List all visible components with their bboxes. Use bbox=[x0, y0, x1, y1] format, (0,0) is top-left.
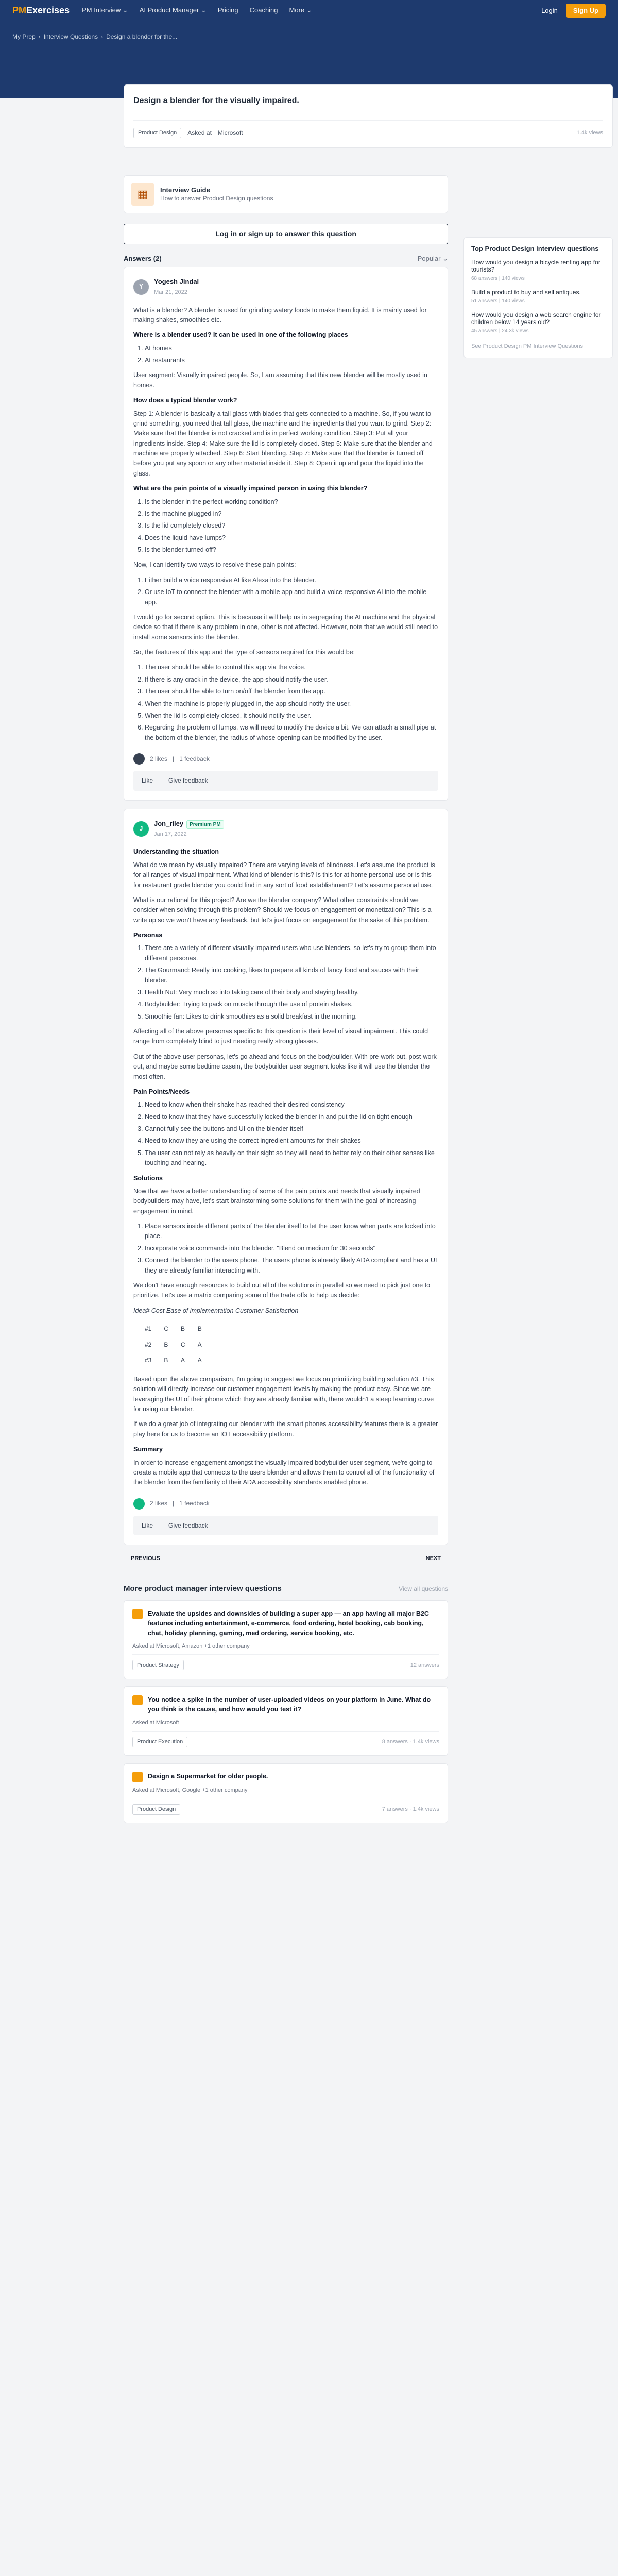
login-to-answer-button[interactable]: Log in or sign up to answer this question bbox=[124, 224, 448, 244]
list-item: 4. When the machine is properly plugged in, the app should notify the user. bbox=[145, 699, 438, 709]
list-item: 1. At homes bbox=[145, 344, 438, 353]
list-item: 2. The Gourmand: Really into cooking, likes to prepare all kinds of fancy food and sauces with their blender. bbox=[145, 965, 438, 986]
answer-text: In order to increase engagement amongst the visually impaired bodybuilder user segment, we're going to create a mobile app that connects to the users blender and allows them to control all of the functionality of the blender from the familiarity of their ADA accessibility standards enabled phone. bbox=[133, 1459, 435, 1486]
list-item: 2. At restaurants bbox=[145, 355, 438, 365]
question-title[interactable]: You notice a spike in the number of user-uploaded videos on your platform in June. What do you think is the cause, and how would you test it? bbox=[148, 1696, 431, 1714]
matrix-header: Idea# Cost Ease of implementation Customer Satisfaction bbox=[133, 1307, 299, 1314]
answer-count: 7 answers · 1.4k views bbox=[382, 1806, 439, 1812]
answer-heading: What are the pain points of a visually impaired person in using this blender? bbox=[133, 485, 368, 493]
nav-pm-interview[interactable]: PM Interview ⌄ bbox=[82, 6, 128, 14]
answer-card: Y Yogesh Jindal Mar 21, 2022 What is a blender? A blender is used for grinding watery foods to make them liquid. It is mainly used for making shakes, smoothies etc. Where is a blender used? It can be used in one of the following places 1. At homes 2. At restaurants User segment: Visually impaired people. So, I am assuming that this new blender will be mostly used in homes. How does a typical blender work? Step 1: A blender is basically a tall glass with blades that gets connected to a machine. So, if you want to grind something, you need that tall glass, the machine and the ingredients that you want to grind. Step 2: Make sure that the blender is not cracked and is in perfect working condition. Step 3: Put all your ingredients inside. Step 4: Make sure the lid is completely closed. Step 5: Make sure that the blender and machine are properly attached. Step 6: Start blending. Step 7: Make sure that the blender is turned off before you put any spoon or any other material inside it. Step 8: Open it up and pour the liquid into the glass. What are the pain points of a visually impaired person in using this blender? 1. Is the blender in the perfect working condition? 2. Is the machine plugged in? 3. Is the lid completely closed? 4. Does the liquid have lumps? 5. Is the blender turned off? Now, I can identify two ways to resolve these pain points: 1. Either build a voice responsive AI like Alexa into the blender. 2. Or use IoT to connect the blender with a mobile app and build a voice responsive AI into the mobile app. I would go for second option. This is because it will help us in segregating the AI machine and the physical device so that if there is any problem in one, other is not affected. However, note that we would still need to install some sensors into the blender. So, the features of this app and the type of sensors required for this would be: 1. The user should be able to control this app via the voice. 2. If there is any crack in the device, the app should notify the user. 3. The user should be able to turn on/off the blender from the app. 4. When the machine is properly plugged in, the app should notify the user. 5. When the lid is completely closed, it should notify the user. 6. Regarding the problem of lumps, we will need to modify the device a bit. We can attach a small pipe at the bottom of the blender, the radius of whose opening can be modified by the user. 2 likes | 1 feedback Like Give feedback bbox=[124, 267, 448, 801]
list-item[interactable] bbox=[124, 1763, 448, 1823]
answer-text: We don't have enough resources to build out all of the solutions in parallel so we need to pick just one to prioritize. Let's use a matrix comparing some of the trade offs to help us decide: bbox=[133, 1281, 431, 1299]
nav-more[interactable]: More ⌄ bbox=[289, 6, 312, 14]
list-item: 1. Need to know when their shake has reached their desired consistency bbox=[145, 1100, 438, 1110]
crumb-sep: › bbox=[101, 33, 104, 40]
answer-text: So, the features of this app and the type of sensors required for this would be: bbox=[133, 649, 355, 656]
list-item: 2. Is the machine plugged in? bbox=[145, 509, 438, 519]
question-title[interactable]: Evaluate the upsides and downsides of building a super app — an app having all major B2C features including entertainment, e-commerce, food ordering, hotel booking, cab booking, chat, holiday planning, gaming, med ordering, service booking, etc. bbox=[148, 1610, 429, 1637]
sort-dropdown[interactable]: Popular ⌄ bbox=[417, 255, 448, 262]
answer-text: Step 1: A blender is basically a tall glass with blades that gets connected to a machine. So, if you want to grind something, you need that tall glass, the machine and the ingredients that you want to grind. Step 2: Make sure that the blender is not cracked and is in perfect working condition. Step 3: Put all your ingredients inside. Step 4: Make sure the lid is completely closed. Step 5: Make sure that the blender and machine are properly attached. Step 6: Start blending. Step 7: Make sure that the blender is turned off before you put any spoon or any other material inside it. Step 8: Open it up and pour the liquid into the glass. bbox=[133, 410, 433, 477]
list-item: 2. If there is any crack in the device, the app should notify the user. bbox=[145, 675, 438, 685]
avatar[interactable]: J bbox=[133, 821, 149, 837]
crumb-interview-questions[interactable]: Interview Questions bbox=[43, 33, 98, 40]
list-item: 2. Incorporate voice commands into the blender, "Blend on medium for 30 seconds" bbox=[145, 1244, 438, 1253]
guide-title: Interview Guide bbox=[160, 185, 210, 194]
answer-text: What is a blender? A blender is used for grinding watery foods to make them liquid. It is mainly used for making shakes, smoothies etc. bbox=[133, 306, 427, 324]
crumb-current: Design a blender for the... bbox=[106, 33, 178, 40]
answer-text: Out of the above user personas, let's go ahead and focus on the bodybuilder. With pre-work out, post-work out, and maybe some bedtime casein, the bodybuilder user segment looks like it will use the blender the most often. bbox=[133, 1053, 437, 1080]
table-row bbox=[139, 1352, 208, 1368]
login-link[interactable]: Login bbox=[541, 6, 558, 14]
page-title: Design a blender for the visually impaired. bbox=[133, 96, 299, 105]
list-item: 6. Regarding the problem of lumps, we will need to modify the device a bit. We can attach a small pipe at the bottom of the blender, the radius of whose opening can be modified by the user. bbox=[145, 723, 438, 743]
crumb-my-prep[interactable]: My Prep bbox=[12, 33, 36, 40]
sidebar-question-meta: 51 answers | 140 views bbox=[471, 298, 525, 304]
guide-subtitle: How to answer Product Design questions bbox=[160, 194, 273, 202]
answer-card: J Jon_riley Premium PM Jan 17, 2022 Understanding the situation What do we mean by visually impaired? There are varying levels of blindness. Let's assume the product is for all ranges of visual impairment. What kind of blender is this? Is this for at home personal use or is this for restaurant grade blender you could find in any sort of food establishment? Let's assume personal use. What is our rational for this project? Are we the blender company? What other constraints should we consider when solving through this problem? Should we focus on engagement or monetization? This is a write up so we won't have any feedback, but let's just focus on engagement for the sake of this problem. Personas 1. There are a variety of different visually impaired users who use blenders, so let's try to group them into different personas. 2. The Gourmand: Really into cooking, likes to prepare all kinds of fancy food and sauces with their blender. 3. Health Nut: Very much so into taking care of their body and staying healthy. 4. Bodybuilder: Trying to pack on muscle through the use of protein shakes. 5. Smoothie fan: Likes to drink smoothies as a solid breakfast in the morning. Affecting all of the above personas specific to this question is their level of visual impairment. This could range from completely blind to just needing really strong glasses. Out of the above user personas, let's go ahead and focus on the bodybuilder. With pre-work out, post-work out, and maybe some bedtime casein, the bodybuilder user segment looks like it will use the blender the most often. Pain Points/Needs 1. Need to know when their shake has reached their desired consistency 2. Need to know that they have successfully locked the blender in and put the lid on tight enough 3. Cannot fully see the buttons and UI on the blender itself 4. Need to know they are using the correct ingredient amounts for their shakes 5. The user can not rely as heavily on their sight so they will need to better rely on their other senses like touching and hearing. Solutions Now that we have a better understanding of some of the pain points and needs that visually impaired bodybuilders may have, let's start brainstorming some solutions for them with the goal of increasing engagement in mind. 1. Place sensors inside different parts of the blender itself to let the user know when parts are locked into place. 2. Incorporate voice commands into the blender, "Blend on medium for 30 seconds" 3. Connect the blender to the users phone. The users phone is already likely ADA compliant and has a UI they are already familiar interacting with. We don't have enough resources to build out all of the solutions in parallel so we need to pick just one to prioritize. Let's use a matrix comparing some of the trade offs to help us decide: Idea# Cost Ease of implementation Customer Satisfaction #1 C B B #2 B C A #3 B A A Based upon the above comparison, I'm going to suggest we focus on prioritizing building solution #3. This solution will directly increase our customer engagement levels by making the product easy. Since we are leveraging the UI of their phone which they are already familiar with, there wouldn't a steep learning curve for using our blender. If we do a great job of integrating our blender with the smart phones accessibility features there is a greater play here for us to become an IOT accessibility platform. Summary In order to increase engagement amongst the visually impaired bodybuilder user segment, we're going to create a mobile app that connects to the users blender and allows them to control all of the functionality of the blender from the familiarity of their ADA accessibility standards enabled phone. 2 likes | 1 feedback Like Give feedback bbox=[124, 809, 448, 1546]
feedback-count: 1 feedback bbox=[179, 1500, 210, 1507]
view-count: 1.4k views bbox=[576, 130, 603, 136]
list-item[interactable] bbox=[124, 1686, 448, 1756]
answer-text: Now, I can identify two ways to resolve these pain points: bbox=[133, 561, 296, 569]
list-item: 1. The user should be able to control this app via the voice. bbox=[145, 663, 438, 672]
list-item: 5. The user can not rely as heavily on their sight so they will need to better rely on their other senses like touching and hearing. bbox=[145, 1148, 438, 1168]
status-badge: Premium PM bbox=[186, 820, 224, 829]
book-icon: ▦ bbox=[131, 183, 154, 206]
answer-heading: Pain Points/Needs bbox=[133, 1088, 190, 1095]
question-tag[interactable]: Product Design bbox=[132, 1804, 180, 1815]
sidebar-question-link[interactable]: How would you design a web search engine for children below 14 years old? bbox=[471, 311, 601, 326]
table-cell: B bbox=[197, 1325, 202, 1333]
top-nav bbox=[0, 0, 618, 21]
list-item: 5. When the lid is completely closed, it should notify the user. bbox=[145, 711, 438, 721]
table-cell: A bbox=[197, 1357, 202, 1364]
answer-heading: How does a typical blender work? bbox=[133, 397, 237, 404]
asked-at: Asked at Microsoft, Google +1 other company bbox=[132, 1787, 248, 1793]
list-item: 5. Smoothie fan: Likes to drink smoothies as a solid breakfast in the morning. bbox=[145, 1012, 438, 1022]
breadcrumb bbox=[12, 33, 606, 40]
view-all-link[interactable]: View all questions bbox=[399, 1585, 448, 1592]
question-tag[interactable]: Product Execution bbox=[132, 1737, 187, 1747]
answer-heading: Personas bbox=[133, 931, 163, 939]
nav-coaching[interactable]: Coaching bbox=[249, 6, 278, 14]
answer-count: 12 answers bbox=[410, 1662, 439, 1669]
list-item: 1. There are a variety of different visually impaired users who use blenders, so let's try to group them into different personas. bbox=[145, 943, 438, 963]
question-title[interactable]: Design a Supermarket for older people. bbox=[148, 1772, 268, 1780]
answer-date: Mar 21, 2022 bbox=[154, 289, 187, 296]
question-tag[interactable]: Product Strategy bbox=[132, 1660, 184, 1670]
answer-heading: Solutions bbox=[133, 1174, 163, 1182]
sidebar-question-meta: 68 answers | 140 views bbox=[471, 276, 525, 281]
question-tag[interactable]: Product Design bbox=[133, 128, 181, 138]
answer-heading: Where is a blender used? It can be used in one of the following places bbox=[133, 331, 348, 339]
interview-guide[interactable] bbox=[124, 175, 448, 213]
table-cell: B bbox=[164, 1357, 168, 1364]
matrix-table bbox=[139, 1321, 208, 1368]
see-more-link[interactable]: See Product Design PM Interview Questions bbox=[471, 343, 583, 349]
table-cell: B bbox=[164, 1341, 168, 1348]
feedback-button[interactable]: Give feedback bbox=[168, 1521, 208, 1529]
question-icon bbox=[132, 1772, 143, 1782]
list-item: 2. Or use IoT to connect the blender with a mobile app and build a voice responsive AI into the mobile app. bbox=[145, 587, 438, 607]
like-button[interactable]: Like bbox=[142, 1521, 153, 1529]
list-item: 5. Is the blender turned off? bbox=[145, 545, 438, 555]
next-button[interactable]: NEXT bbox=[425, 1555, 441, 1562]
table-cell: B bbox=[181, 1325, 185, 1333]
nav-links bbox=[82, 6, 312, 14]
author-name[interactable]: Jon_riley Premium PM bbox=[154, 819, 224, 829]
sidebar-question-link[interactable]: How would you design a bicycle renting app for tourists? bbox=[471, 259, 600, 273]
feedback-count: 1 feedback bbox=[179, 755, 210, 762]
crumb-sep: › bbox=[38, 33, 41, 40]
list-item: 3. Health Nut: Very much so into taking care of their body and staying healthy. bbox=[145, 988, 438, 997]
sidebar-title: Top Product Design interview questions bbox=[471, 245, 599, 252]
more-questions-title: More product manager interview questions bbox=[124, 1584, 282, 1594]
table-cell: #2 bbox=[145, 1341, 152, 1348]
feedback-button[interactable]: Give feedback bbox=[168, 777, 208, 785]
list-item: 1. Is the blender in the perfect working condition? bbox=[145, 497, 438, 507]
answer-text: Based upon the above comparison, I'm going to suggest we focus on prioritizing building solution #3. This solution will directly increase our customer engagement levels by making the product easy. Since we are leveraging the UI of their phone which they are already familiar with, there wouldn't a steep learning curve for using our blender. bbox=[133, 1375, 434, 1413]
nav-ai-pm[interactable]: AI Product Manager ⌄ bbox=[139, 6, 207, 14]
list-item: 4. Does the liquid have lumps? bbox=[145, 533, 438, 543]
list-item: 3. The user should be able to turn on/off the blender from the app. bbox=[145, 687, 438, 697]
table-cell: C bbox=[181, 1341, 185, 1348]
table-cell: #3 bbox=[145, 1357, 152, 1364]
answer-text: Affecting all of the above personas specific to this question is their level of visual impairment. This could range from completely blind to just needing really strong glasses. bbox=[133, 1028, 428, 1045]
sidebar-question-meta: 45 answers | 24.3k views bbox=[471, 328, 529, 334]
sidebar-question-link[interactable]: Build a product to buy and sell antiques. bbox=[471, 289, 581, 296]
answer-heading: Understanding the situation bbox=[133, 848, 219, 856]
table-cell: #1 bbox=[145, 1325, 152, 1333]
list-item[interactable] bbox=[124, 1600, 448, 1679]
logo[interactable]: PMExercises bbox=[12, 5, 70, 15]
nav-pricing[interactable]: Pricing bbox=[217, 6, 238, 14]
list-item: 3. Is the lid completely closed? bbox=[145, 521, 438, 531]
asked-at: Asked at Microsoft, Amazon +1 other company bbox=[132, 1643, 250, 1650]
list-item: 4. Bodybuilder: Trying to pack on muscle through the use of protein shakes. bbox=[145, 999, 438, 1009]
table-cell: A bbox=[181, 1357, 185, 1364]
like-button[interactable]: Like bbox=[142, 777, 153, 785]
avatar bbox=[133, 1498, 145, 1510]
likes-count: 2 likes bbox=[150, 1500, 168, 1507]
table-row bbox=[139, 1337, 208, 1353]
answer-heading: Summary bbox=[133, 1446, 163, 1453]
table-row bbox=[139, 1321, 208, 1337]
asked-at: Asked at Microsoft bbox=[132, 1719, 179, 1726]
asked-at-label: Asked at bbox=[187, 129, 212, 137]
question-icon bbox=[132, 1609, 143, 1619]
answer-date: Jan 17, 2022 bbox=[154, 831, 187, 838]
question-card bbox=[124, 84, 613, 148]
answer-text: I would go for second option. This is because it will help us in segregating the AI machine and the physical device so that if there is any problem in one, other is not affected. However, note that we would still need to install some sensors into the blender. bbox=[133, 613, 438, 641]
answer-count: 8 answers · 1.4k views bbox=[382, 1738, 439, 1745]
likes-count: 2 likes bbox=[150, 755, 168, 762]
answer-text: What do we mean by visually impaired? There are varying levels of blindness. Let's assume the product is for all ranges of visual impairment. What kind of blender is this? Is this for at home personal use or is this for restaurant grade blender you could find in any sort of food establishment? Let's assume personal use. bbox=[133, 861, 435, 889]
table-cell: C bbox=[164, 1325, 169, 1333]
answer-text: What is our rational for this project? Are we the blender company? What other constraints should we consider when solving through this problem? Should we focus on engagement or monetization? This is a write up so we won't have any feedback, but let's just focus on engagement for the sake of this problem. bbox=[133, 896, 432, 924]
question-icon bbox=[132, 1695, 143, 1705]
list-item: 4. Need to know they are using the correct ingredient amounts for their shakes bbox=[145, 1136, 438, 1146]
pagination bbox=[124, 1553, 448, 1564]
top-questions-sidebar bbox=[464, 237, 613, 358]
list-item: 3. Cannot fully see the buttons and UI on the blender itself bbox=[145, 1124, 438, 1134]
company-name[interactable]: Microsoft bbox=[217, 129, 243, 137]
answer-text: Now that we have a better understanding of some of the pain points and needs that visually impaired bodybuilders may have, let's start brainstorming some solutions for them with the goal of increasing engagement in mind. bbox=[133, 1187, 420, 1215]
list-item: 3. Connect the blender to the users phone. The users phone is already likely ADA compliant and has a UI they are already familiar interacting with. bbox=[145, 1256, 438, 1276]
author-name[interactable]: Yogesh Jindal bbox=[154, 278, 199, 285]
list-item: 1. Place sensors inside different parts of the blender itself to let the user know when parts are locked into place. bbox=[145, 1222, 438, 1242]
answer-text: If we do a great job of integrating our blender with the smart phones accessibility features there is a greater play here for us to become an IOT accessibility platform. bbox=[133, 1420, 438, 1438]
avatar bbox=[133, 753, 145, 765]
answer-text: User segment: Visually impaired people. So, I am assuming that this new blender will be mostly used in homes. bbox=[133, 371, 427, 389]
list-item: 2. Need to know that they have successfully locked the blender in and put the lid on tight enough bbox=[145, 1112, 438, 1122]
list-item: 1. Either build a voice responsive AI like Alexa into the blender. bbox=[145, 575, 438, 585]
previous-button[interactable]: PREVIOUS bbox=[131, 1555, 160, 1562]
avatar[interactable]: Y bbox=[133, 279, 149, 295]
answers-count: Answers (2) bbox=[124, 255, 162, 262]
signup-button[interactable]: Sign Up bbox=[566, 4, 606, 18]
table-cell: A bbox=[197, 1341, 202, 1348]
